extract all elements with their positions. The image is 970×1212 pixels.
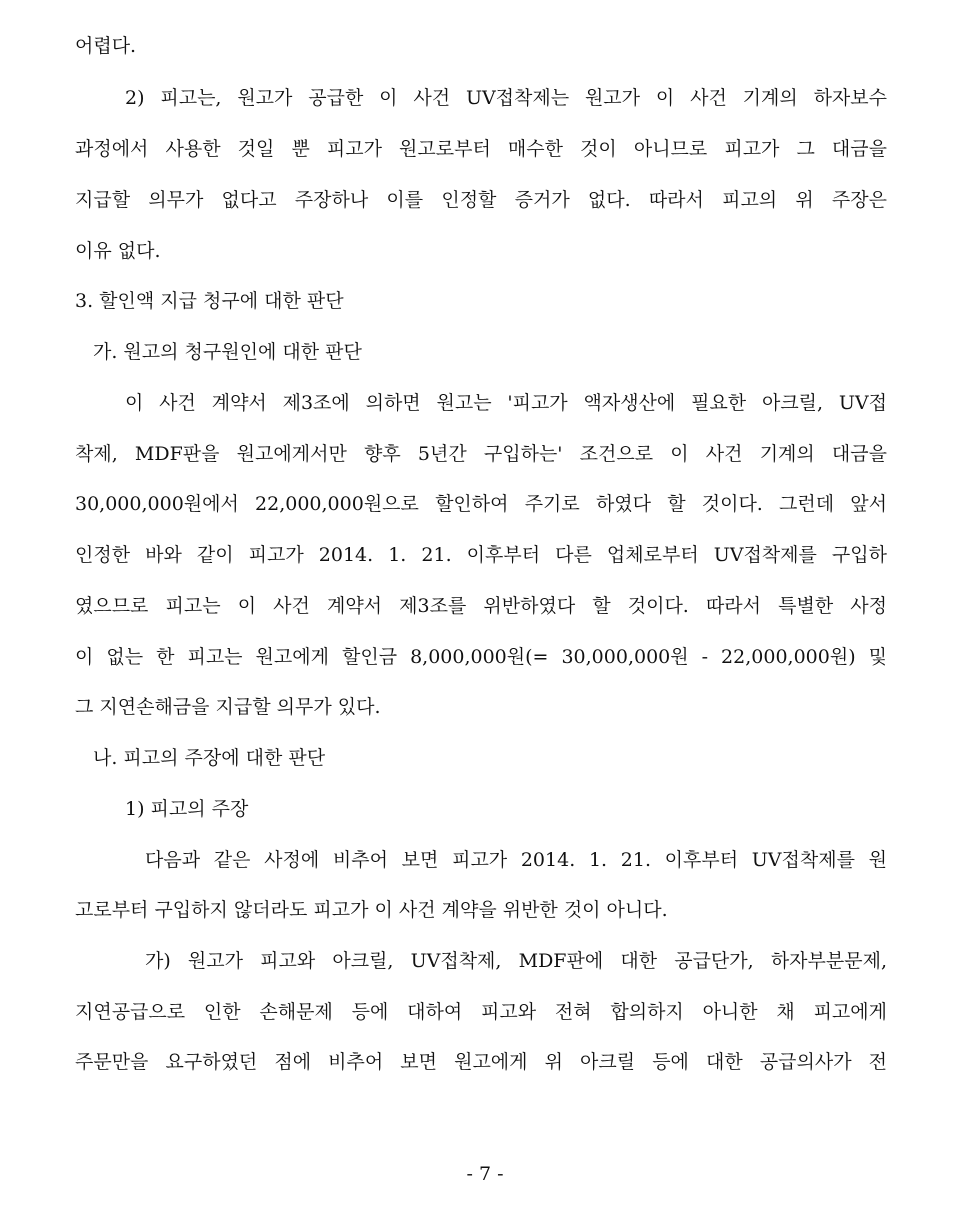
- text-line-20: 지연공급으로 인한 손해문제 등에 대하여 피고와 전혀 합의하지 아니한 채 피고에게: [75, 1001, 887, 1023]
- text-line-14: 그 지연손해금을 지급할 의무가 있다.: [75, 696, 381, 718]
- text-line-13: 이 없는 한 피고는 원고에게 할인금 8,000,000원(= 30,000,000원 - 22,000,000원) 및: [75, 646, 887, 668]
- text-line-3: 과정에서 사용한 것일 뿐 피고가 원고로부터 매수한 것이 아니므로 피고가 그 대금을: [75, 138, 887, 160]
- subsection-heading-na: 나. 피고의 주장에 대한 판단: [93, 747, 326, 769]
- page-number: - 7 -: [466, 1163, 504, 1185]
- subsection-heading-ga: 가. 원고의 청구원인에 대한 판단: [93, 341, 362, 363]
- item-heading-1: 1) 피고의 주장: [125, 798, 249, 820]
- text-line-8: 이 사건 계약서 제3조에 의하면 원고는 '피고가 액자생산에 필요한 아크릴, UV접: [125, 392, 887, 414]
- text-line-17: 다음과 같은 사정에 비추어 보면 피고가 2014. 1. 21. 이후부터 UV접착제를 원: [145, 849, 887, 871]
- text-line-4: 지급할 의무가 없다고 주장하나 이를 인정할 증거가 없다. 따라서 피고의 위 주장은: [75, 189, 887, 211]
- text-line-19: 가) 원고가 피고와 아크릴, UV접착제, MDF판에 대한 공급단가, 하자부분문제,: [145, 950, 887, 972]
- section-heading-3: 3. 할인액 지급 청구에 대한 판단: [75, 290, 344, 312]
- text-line-18: 고로부터 구입하지 않더라도 피고가 이 사건 계약을 위반한 것이 아니다.: [75, 899, 668, 921]
- text-line-10: 30,000,000원에서 22,000,000원으로 할인하여 주기로 하였다 할 것이다. 그런데 앞서: [75, 493, 887, 515]
- text-line-9: 착제, MDF판을 원고에게서만 향후 5년간 구입하는' 조건으로 이 사건 기계의 대금을: [75, 443, 887, 465]
- text-line-2: 2) 피고는, 원고가 공급한 이 사건 UV접착제는 원고가 이 사건 기계의 하자보수: [125, 87, 887, 109]
- text-line-1: 어렵다.: [75, 35, 137, 57]
- text-line-21: 주문만을 요구하였던 점에 비추어 보면 원고에게 위 아크릴 등에 대한 공급의사가 전: [75, 1051, 887, 1073]
- text-line-11: 인정한 바와 같이 피고가 2014. 1. 21. 이후부터 다른 업체로부터 UV접착제를 구입하: [75, 544, 887, 566]
- text-line-12: 였으므로 피고는 이 사건 계약서 제3조를 위반하였다 할 것이다. 따라서 특별한 사정: [75, 595, 887, 617]
- text-line-5: 이유 없다.: [75, 240, 161, 262]
